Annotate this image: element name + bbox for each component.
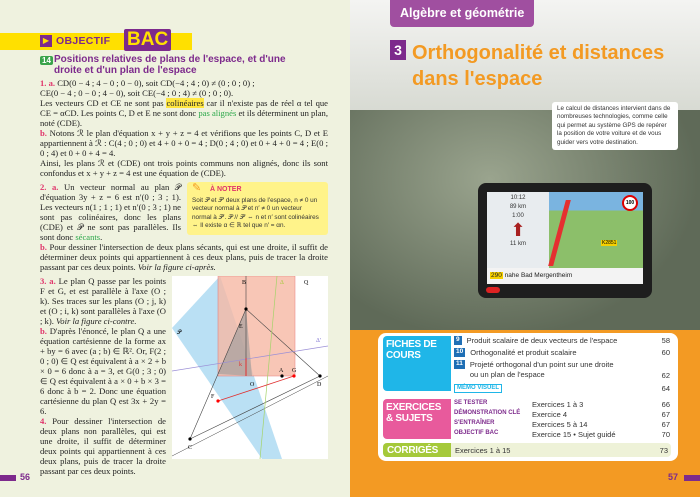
label-a: A — [279, 368, 284, 374]
exercise-number: 14 — [42, 56, 51, 65]
gps-duration: 1:00 — [512, 213, 524, 219]
gps-device — [478, 183, 652, 298]
text: Notons ℛ le plan d'équation x + y + z = 4 et vérifions que les points C, D et E appartiennent à ℛ : C(4 ; 0 ; 0) et 4 + 0 + 0 = 4 ; D(0 ; 4 ; 0) et 0 + 4 + 0 = 4 ; E(0 ; 0 ; 4) et 0 + 0 + 4 = 4. — [40, 128, 328, 158]
label-c: C — [188, 445, 193, 451]
answer-part3 — [40, 276, 328, 476]
highlight: sécants — [75, 232, 101, 242]
power-button[interactable] — [486, 287, 500, 293]
item-num: 9 — [456, 336, 460, 343]
geometry-figure — [172, 276, 328, 459]
toc-item[interactable] — [454, 400, 670, 409]
label-b: B — [242, 280, 247, 286]
section-exercices: EXERCICES & SUJETS — [383, 399, 451, 439]
text: et ils déterminent un plan, noté (CDE). — [40, 108, 328, 128]
answer-column — [40, 78, 328, 476]
toc-item[interactable] — [454, 410, 670, 419]
item-label: OBJECTIF BAC — [454, 430, 499, 436]
objectif-label: OBJECTIF — [56, 35, 111, 47]
text: Voir la figure ci-contre. — [56, 316, 137, 326]
text: Les vecteurs CD et CE ne sont pas — [40, 98, 167, 108]
label-delta-prime: Δ′ — [316, 338, 322, 344]
text: Voir la figure ci-après. — [137, 262, 216, 272]
text: Le plan Q passe par les points F et G, et est parallèle à l'axe (O ; k). Ses traces sur les plans (O ; j, k) et (O ; i, k) sont parallèles à l'axe (O ; k). — [40, 276, 167, 326]
text: car il n'existe pas de réel α tel que CE = αCD. Les points C, D et E ne sont donc — [40, 98, 328, 118]
item-label: S'ENTRAÎNER — [454, 420, 495, 426]
answer-part2: ✎ À NOTER Soit 𝒫 et 𝒫′ deux plans de l'espace, n ≠ 0 un vecteur normal à 𝒫 et n′ ≠ 0 un vecteur normal à 𝒫′. 𝒫 // 𝒫′ ⇔ n et n′ sont colinéaires ⇔ Il existe α ∈ ℝ tel que n′ = αn. 2. a. Un vecteur normal au plan 𝒫 d'équation 3y + z = 6 est n′(0 ; 3 ; 1). Les vecteurs n(1 ; 1 ; 1) et n′(0 ; 3 ; 1) ne sont pas colinéaires, donc les plans (CDE) et 𝒫 ne sont pas parallèles. Ils sont donc sécants. b. Pour dessiner l'intersection de deux plans sécants, qui est une droite, il suffit de déterminer deux points qui appartiennent à ces deux plans, puis de tracer la droite passant par ces deux points. Voir la figure ci-après. — [40, 182, 328, 272]
label-p: 𝒫 — [177, 330, 182, 336]
text: D'après l'énoncé, le plan Q a une équation cartésienne de la forme ax + by = 6 avec (a ; b) ∈ ℝ². Or, F(2 ; 0 ; 0) ∈ Q est équivalent à a × 2 + b × 0 = 6 donc à a = 3, et G(0 ; 3 ; 0) ∈ Q est équivalent à a × 0 + b × 3 = 6 donc à b = 2. Donc une équation cartésienne du plan Q est 3x + 2y = 6. — [40, 326, 166, 416]
item-title: Exercices 1 à 15 — [455, 446, 511, 455]
text: Pour dessiner l'intersection de deux plans sécants, qui est une droite, il suffit de déterminer deux points qui appartiennent à ces deux plans, puis de tracer la droite passant par ces deux points. — [40, 242, 328, 272]
label-d: D — [317, 382, 322, 388]
corriges-row[interactable] — [383, 443, 671, 457]
gps-screen — [487, 192, 643, 284]
text: Ainsi, les plans ℛ et (CDE) ont trois points communs non alignés, donc ils sont confondus et x + y + z = 4 est une équation de (CDE). — [40, 158, 328, 178]
label: b. — [40, 242, 47, 252]
item-label: SE TESTER — [454, 400, 488, 406]
exercise-title: Positions relatives de plans de l'espace, et d'une droite et d'un plan de l'espace — [54, 54, 286, 76]
highlight: colinéaires — [166, 98, 204, 108]
page-marker — [684, 475, 700, 481]
memo-visuel: MÉMO VISUEL — [454, 384, 502, 393]
item-title: Exercice 15 • Sujet guidé — [532, 430, 616, 439]
chapter-title: Orthogonalité et distances dans l'espace — [412, 42, 665, 90]
text: Un vecteur normal au plan 𝒫 d'équation 3y + z = 6 est n′(0 ; 3 ; 1). Les vecteurs n(1 ; 1 ; 1) et n′(0 ; 3 ; 1) ne sont pas colinéaires, donc les plans (CDE) et 𝒫 ne sont pas parallèles. Ils sont donc — [40, 182, 182, 242]
item-page: 64 — [661, 384, 670, 393]
toc-item[interactable] — [454, 336, 670, 345]
label-f: F — [211, 394, 215, 400]
gps-time: 10:12 — [510, 195, 526, 201]
answer-part1 — [40, 78, 328, 178]
label: 4. — [40, 416, 47, 426]
item-page: 67 — [661, 410, 670, 419]
pencil-icon: ✎ — [192, 182, 202, 194]
section-tab: Algèbre et géométrie — [390, 0, 534, 27]
note-text: Soit 𝒫 et 𝒫′ deux plans de l'espace, n ≠ 0 un vecteur normal à 𝒫 et n′ ≠ 0 un vecteur normal à 𝒫′. 𝒫 // 𝒫′ ⇔ n et n′ sont colinéaires ⇔ Il existe α ∈ ℝ tel que n′ = αn. — [192, 196, 319, 229]
section-fiches: FICHES DE COURS — [383, 336, 451, 391]
item-page: 66 — [661, 400, 670, 409]
note-box — [187, 182, 328, 235]
item-title: Exercices 1 à 3 — [532, 400, 584, 409]
text: CE(0 − 4 ; 0 − 0 ; 4 − 0), soit CE(−4 ; 0 ; 4) ≠ (0 ; 0 ; 0). — [40, 88, 234, 98]
item-page: 67 — [661, 420, 670, 429]
item-title: Orthogonalité et produit scalaire — [470, 348, 577, 357]
road-label: K2851 — [602, 240, 617, 246]
street-name: nahe Bad Mergentheim — [504, 272, 573, 279]
chapter-number: 3 — [390, 40, 406, 60]
page-number: 56 — [20, 472, 31, 482]
page-marker — [0, 475, 16, 481]
item-page: 62 — [661, 371, 670, 380]
table-of-contents — [378, 333, 678, 461]
item-page: 70 — [661, 430, 670, 439]
speed-limit-sign: 100 — [622, 195, 638, 211]
bac-label: BAC — [124, 29, 171, 51]
label-q: Q — [304, 280, 309, 286]
toc-item[interactable] — [454, 348, 670, 357]
arrow-up-icon: ⬆ — [510, 220, 526, 240]
text: CD(0 − 4 ; 4 − 0 ; 0 − 0), soit CD(−4 ; 4 ; 0) ≠ (0 ; 0 ; 0) ; — [57, 78, 255, 88]
gps-distance: 89 km — [509, 204, 527, 210]
label: b. — [40, 326, 47, 336]
play-icon: ▶ — [40, 35, 52, 47]
item-page: 58 — [661, 336, 670, 345]
label-o: O — [250, 382, 255, 388]
label-delta: Δ — [280, 280, 284, 286]
photo-caption: Le calcul de distances intervient dans de nombreuses technologies, comme celle qui permet au système GPS de repérer la position de votre voiture et de vous guider vers votre destination. — [552, 102, 678, 150]
label-k: k — [239, 362, 242, 368]
section-corriges: CORRIGÉS — [383, 443, 451, 457]
highlight: pas alignés — [198, 108, 237, 118]
item-num: 11 — [456, 360, 463, 367]
toc-item[interactable] — [454, 384, 670, 393]
page-number: 57 — [668, 472, 679, 482]
gps-turn-distance: 11 km — [510, 241, 526, 247]
text: Pour dessiner l'intersection de deux plans non parallèles, qui est une droite, il suffit de déterminer deux points qui appartiennent à ces deux plans, puis de tracer la droite passant par ces deux points. — [40, 416, 166, 476]
label: 2. a. — [40, 182, 59, 192]
label: 1. a. — [40, 78, 56, 88]
label-e: E — [239, 324, 243, 330]
item-page: 73 — [659, 446, 668, 455]
note-title: À NOTER — [210, 186, 242, 193]
item-title: Produit scalaire de deux vecteurs de l'espace — [466, 336, 618, 345]
toc-item[interactable] — [454, 420, 670, 429]
item-label: DÉMONSTRATION CLÉ — [454, 410, 521, 416]
label: 3. a. — [40, 276, 56, 286]
item-title: Projeté orthogonal d'un point sur une droite ou un plan de l'espace — [469, 360, 614, 379]
street-number: 290 — [491, 272, 502, 279]
toc-item[interactable] — [454, 360, 670, 380]
label: b. — [40, 128, 47, 138]
label-g: G — [292, 368, 297, 374]
item-title: Exercices 5 à 14 — [532, 420, 588, 429]
item-title: Exercice 4 — [532, 410, 568, 419]
route-line — [548, 200, 571, 266]
item-page: 60 — [661, 348, 670, 357]
item-num: 10 — [456, 348, 464, 355]
right-page — [350, 0, 700, 497]
toc-item[interactable] — [454, 430, 670, 439]
